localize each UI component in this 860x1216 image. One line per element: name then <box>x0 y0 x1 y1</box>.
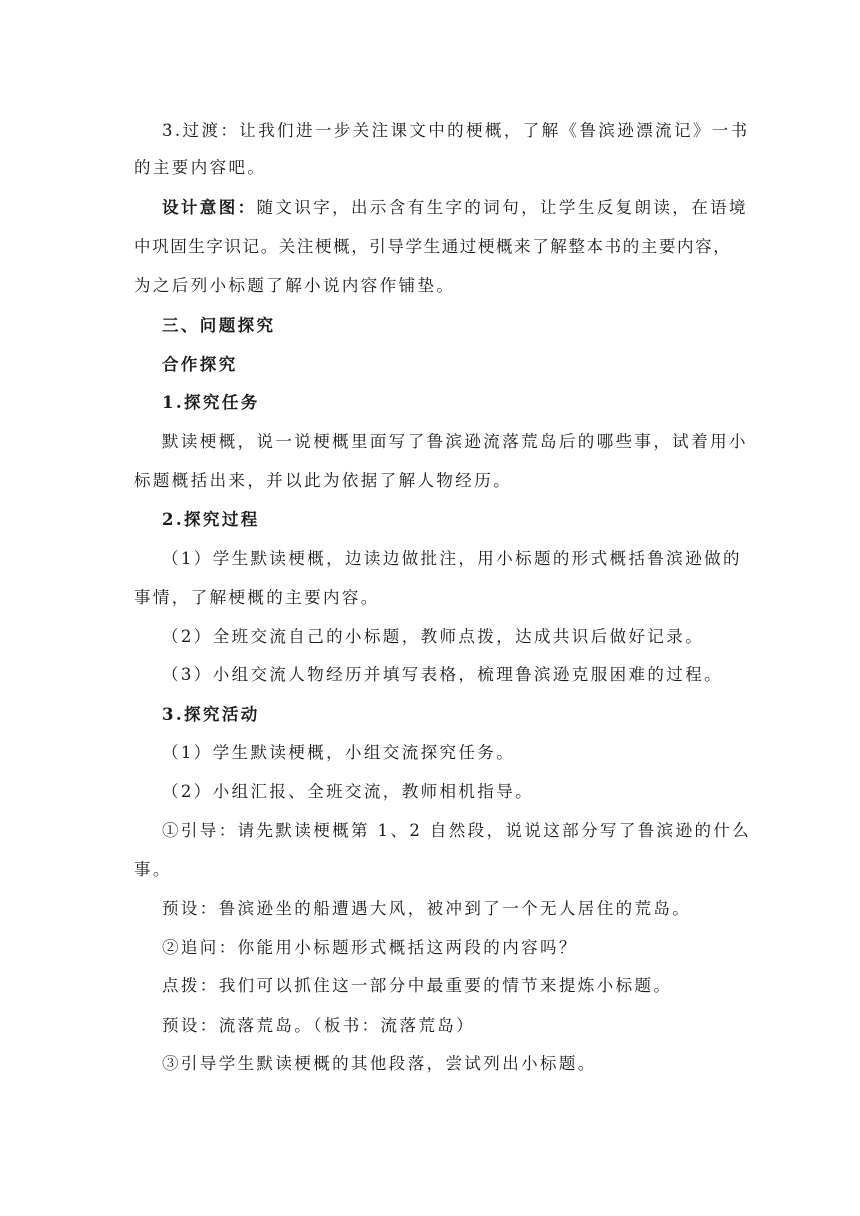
activity-item-2: （2）小组汇报、全班交流，教师相机指导。 <box>162 782 534 801</box>
activity-item-1: （1）学生默读梗概，小组交流探究任务。 <box>162 743 516 762</box>
guide-line-2: 事。 <box>134 860 172 879</box>
preset-line-1: 预设：鲁滨逊坐的船遭遇大风，被冲到了一个无人居住的荒岛。 <box>162 899 692 918</box>
preset-line-2: 预设：流落荒岛。（板书：流落荒岛） <box>162 1016 476 1035</box>
paragraph-transition-line-2: 的主要内容吧。 <box>134 158 267 177</box>
hint-line: 点拨：我们可以抓住这一部分中最重要的情节来提炼小标题。 <box>162 976 673 995</box>
paragraph-transition-line-1: 3.过渡：让我们进一步关注课文中的梗概，了解《鲁滨逊漂流记》一书 <box>162 121 750 140</box>
guide-line-1: ①引导：请先默读梗概第 1、2 自然段，说说这部分写了鲁滨逊的什么 <box>162 821 752 840</box>
process-item-3: （3）小组交流人物经历并填写表格，梳理鲁滨逊克服困难的过程。 <box>162 665 723 684</box>
heading-task: 1.探究任务 <box>162 393 260 412</box>
subheading-cooperative: 合作探究 <box>162 355 238 374</box>
section-heading-inquiry: 三、问题探究 <box>162 316 276 335</box>
design-intent-line-2: 中巩固生字识记。关注梗概，引导学生通过梗概来了解整本书的主要内容， <box>134 237 732 256</box>
task-line-2: 标题概括出来，并以此为依据了解人物经历。 <box>134 471 512 490</box>
task-line-1: 默读梗概，说一说梗概里面写了鲁滨逊流落荒岛后的哪些事，试着用小 <box>162 432 748 451</box>
follow-up-question: ②追问：你能用小标题形式概括这两段的内容吗？ <box>162 938 578 957</box>
process-item-2: （2）全班交流自己的小标题，教师点拨，达成共识后做好记录。 <box>162 627 705 646</box>
design-intent-label: 设计意图： <box>162 198 257 217</box>
design-intent-text: 随文识字，出示含有生字的词句，让学生反复朗读，在语境 <box>256 198 748 217</box>
guide-line-3: ③引导学生默读梗概的其他段落，尝试列出小标题。 <box>162 1054 597 1073</box>
heading-process: 2.探究过程 <box>162 510 260 529</box>
heading-activity: 3.探究活动 <box>162 705 260 724</box>
design-intent-line-3: 为之后列小标题了解小说内容作铺垫。 <box>134 276 456 295</box>
design-intent-line-1 <box>162 198 762 218</box>
process-item-1-line-1: （1）学生默读梗概，边读边做批注，用小标题的形式概括鲁滨逊做的 <box>162 549 742 568</box>
process-item-1-line-2: 事情，了解梗概的主要内容。 <box>134 588 380 607</box>
